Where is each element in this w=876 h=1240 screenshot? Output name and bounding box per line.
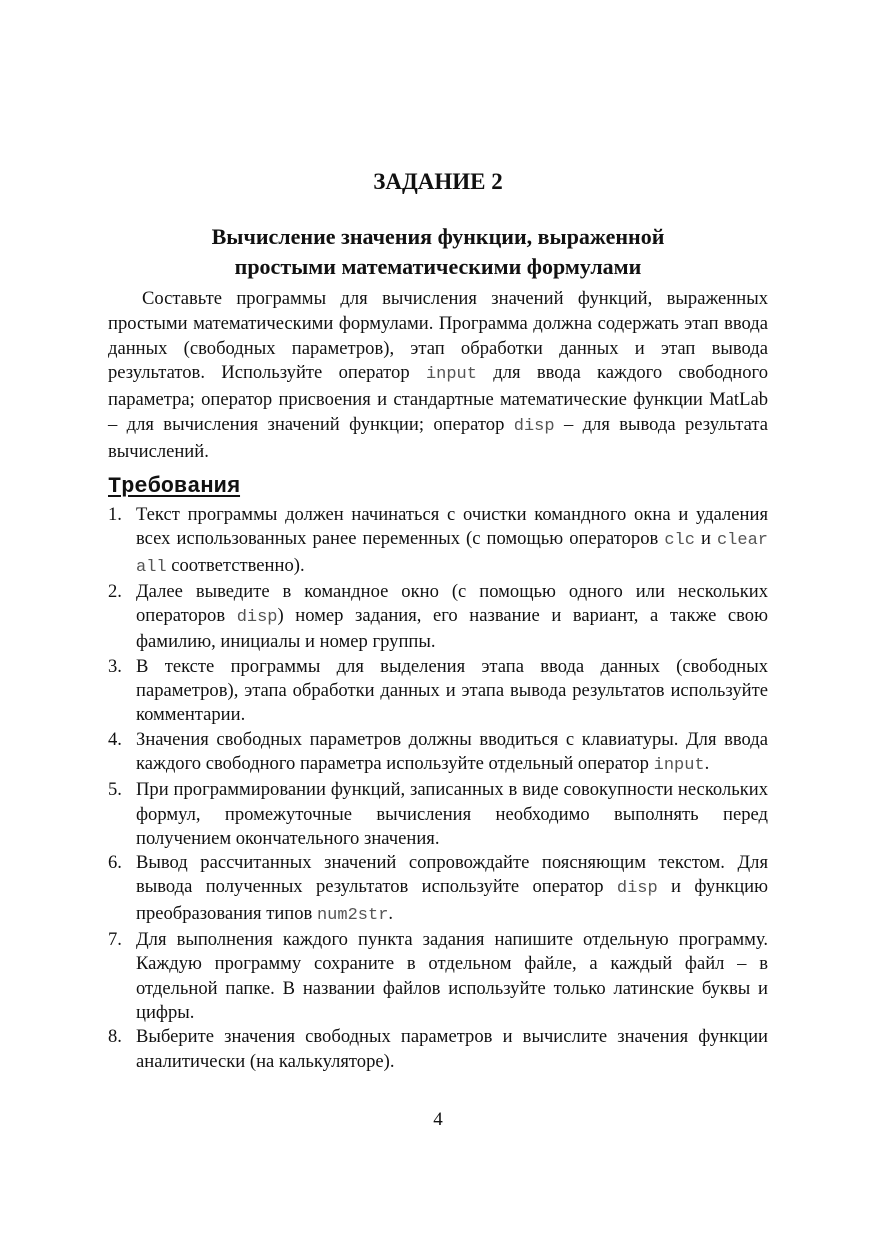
task-subtitle (108, 222, 768, 282)
requirement-item-4 (108, 728, 768, 779)
page-number: 4 (433, 1109, 443, 1130)
intro-code-disp: disp (513, 416, 555, 436)
intro-text-2: для ввода каждого свободного параметра; оператор присвоения и стандартные математические функции MatLab – для вычисления значений функции; оператор (108, 362, 769, 435)
requirements-heading: Требования (108, 474, 241, 499)
requirement-number: 5. (108, 779, 122, 801)
intro-text-1: Составьте программы для вычисления значений функций, выраженных простыми математическими формулами. Программа должна содержать этап ввода данных (свободных параметров), этап обработки данных и этап вывода результатов. Используйте оператор (108, 288, 768, 384)
intro-code-input: input (425, 365, 477, 385)
requirement-number: 3. (108, 655, 122, 677)
requirement-text: Далее выведите в командное окно (с помощью одного или нескольких операторов (136, 580, 768, 627)
requirement-code: clc (664, 531, 695, 551)
requirement-item-8 (108, 1025, 768, 1074)
requirement-text: соответственно). (166, 554, 305, 576)
requirement-text: Вывод рассчитанных значений сопровождайте поясняющим текстом. Для вывода полученных результатов используйте оператор (136, 852, 768, 898)
requirement-number: 7. (108, 929, 122, 951)
requirement-text: и (694, 528, 717, 550)
requirement-text: Выберите значения свободных параметров и вычислите значения функции аналитически (на калькуляторе). (136, 1026, 768, 1072)
requirement-text: . (388, 902, 394, 924)
requirement-text: и функцию преобразования типов (136, 876, 768, 924)
intro-text-3: – для вывода результата вычислений. (108, 413, 768, 462)
requirement-text: Для выполнения каждого пункта задания напишите отдельную программу. Каждую программу сохраните в отдельном файле, а каждый файл – в отдельной папке. В названии файлов используйте только латинские буквы и цифры. (136, 929, 768, 1023)
requirement-number: 6. (108, 852, 122, 874)
requirement-item-6 (108, 851, 768, 928)
requirement-text: ) номер задания, его название и вариант, а также свою фамилию, инициалы и номер группы. (136, 605, 768, 653)
requirement-code: num2str (316, 905, 389, 925)
task-title: ЗАДАНИЕ 2 (373, 169, 503, 194)
task-subtitle-line-2: простыми математическими формулами (234, 254, 642, 279)
requirement-code: disp (616, 879, 658, 899)
document-page (108, 0, 768, 1240)
task-subtitle-line-1: Вычисление значения функции, выраженной (211, 224, 665, 249)
requirement-number: 8. (108, 1026, 122, 1048)
requirement-number: 4. (108, 728, 122, 750)
requirement-code: input (653, 755, 705, 775)
requirement-text: . (704, 752, 710, 774)
requirement-item-3 (108, 655, 768, 728)
requirements-list (108, 503, 768, 1074)
requirement-text: В тексте программы для выделения этапа ввода данных (свободных параметров), этапа обработки данных и этапа вывода результатов используйте комментарии. (136, 655, 768, 726)
requirement-item-2 (108, 580, 768, 655)
requirement-text: При программировании функций, записанных в виде совокупности нескольких формул, промежуточные вычисления необходимо выполнять перед получением окончательного значения. (136, 779, 768, 849)
requirement-item-7 (108, 928, 768, 1025)
intro-paragraph (108, 287, 768, 465)
requirement-item-5 (108, 778, 768, 851)
requirement-text: Текст программы должен начинаться с очистки командного окна и удаления всех использованных ранее переменных (с помощью операторов (136, 504, 768, 550)
requirement-code: clear all (136, 531, 768, 577)
requirement-number: 1. (108, 504, 122, 525)
requirement-code: disp (236, 608, 278, 628)
requirement-text: Значения свободных параметров должны вводиться с клавиатуры. Для ввода каждого свободного параметра используйте отдельный оператор (136, 728, 768, 774)
requirement-number: 2. (108, 580, 122, 602)
requirement-item-1 (108, 503, 768, 580)
